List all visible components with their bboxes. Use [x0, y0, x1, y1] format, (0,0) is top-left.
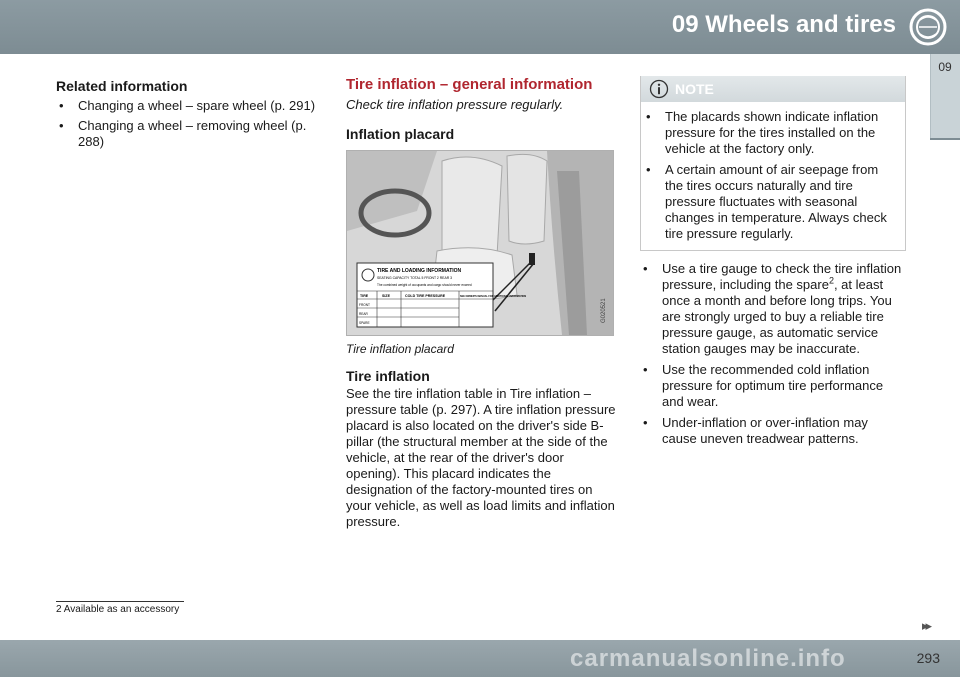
placard-seating: SEATING CAPACITY TOTAL 5 FRONT 2 REAR 3: [377, 276, 452, 280]
next-page-arrows[interactable]: ▸▸: [922, 618, 930, 633]
page-header: [0, 0, 960, 54]
tip-item: [640, 261, 906, 357]
related-link[interactable]: • Changing a wheel – removing wheel (p. 288): [56, 118, 318, 150]
inflation-placard-photo: [346, 150, 614, 336]
note-item: • A certain amount of air seepage from the tires occurs naturally and tire pressure fluctuates with seasonal changes in temperature. Always check tire pressure regularly.: [643, 162, 897, 242]
tip-item: • Use the recommended cold inflation pressure for optimum tire performance and wear.: [640, 362, 906, 410]
tip-text: , at least once a month and before long trips. You are strongly urged to buy a reliable tire pressure gauge, as automatic service station gauges may be inaccurate.: [662, 277, 892, 356]
tire-icon: [904, 0, 960, 54]
placard-row-front: FRONT: [359, 303, 370, 307]
chapter-side-tab-label: 09: [938, 60, 952, 74]
info-icon: [649, 79, 669, 104]
related-heading: Related information: [56, 78, 188, 94]
placard-row-rear: REAR: [359, 312, 368, 316]
note-and-tips: [640, 76, 906, 447]
image-id: G020521: [601, 298, 607, 323]
placard-note: The combined weight of occupants and cargo should never exceed: [377, 283, 472, 287]
note-box: [640, 76, 906, 251]
related-link[interactable]: • Changing a wheel – spare wheel (p. 291): [56, 98, 318, 114]
placard-col-see: SEE OWNER'S MANUAL FOR ADDITIONAL INFORMATION: [460, 295, 527, 298]
footnote-divider: [56, 601, 184, 602]
inflation-paragraph: See the tire inflation table in Tire inflation – pressure table (p. 297). A tire inflation pressure placard is also located on the driver's side B-pillar (the structural member at the side of the vehicle, at the rear of the driver's door opening). This placard indicates the designation of the factory-mounted tires on your vehicle, as well as load limits and inflation pressure.: [346, 386, 616, 529]
placard-row-spare: SPARE: [359, 321, 370, 325]
tip-text: Use a tire gauge to check the tire inflation pressure, including the spare: [662, 261, 902, 292]
related-information: [56, 78, 318, 150]
placard-col-pressure: COLD TIRE PRESSURE: [405, 294, 446, 298]
inflation-heading: Tire inflation: [346, 368, 430, 384]
side-tab-divider: [930, 138, 960, 140]
footnote-ref: 2: [828, 275, 834, 286]
tire-inflation-section: [346, 76, 616, 530]
section-subtitle: Check tire inflation pressure regularly.: [346, 97, 564, 112]
placard-col-size: SIZE: [382, 294, 390, 298]
note-item: • The placards shown indicate inflation pressure for the tires installed on the vehicle at the factory only.: [643, 109, 897, 157]
footnote: 2 Available as an accessory: [56, 604, 180, 615]
page-number: 293: [916, 650, 940, 666]
tip-item: • Under-inflation or over-inflation may cause uneven treadwear patterns.: [640, 415, 906, 447]
watermark: carmanualsonline.info: [570, 645, 846, 672]
placard-title: TIRE AND LOADING INFORMATION: [377, 268, 462, 274]
placard-heading: Inflation placard: [346, 126, 455, 142]
chapter-title: 09 Wheels and tires: [671, 11, 896, 38]
section-title: Tire inflation – general information: [346, 76, 593, 93]
placard-col-tire: TIRE: [360, 294, 369, 298]
note-header: [641, 76, 905, 102]
figure-caption: Tire inflation placard: [346, 342, 454, 356]
note-label: NOTE: [675, 81, 714, 97]
